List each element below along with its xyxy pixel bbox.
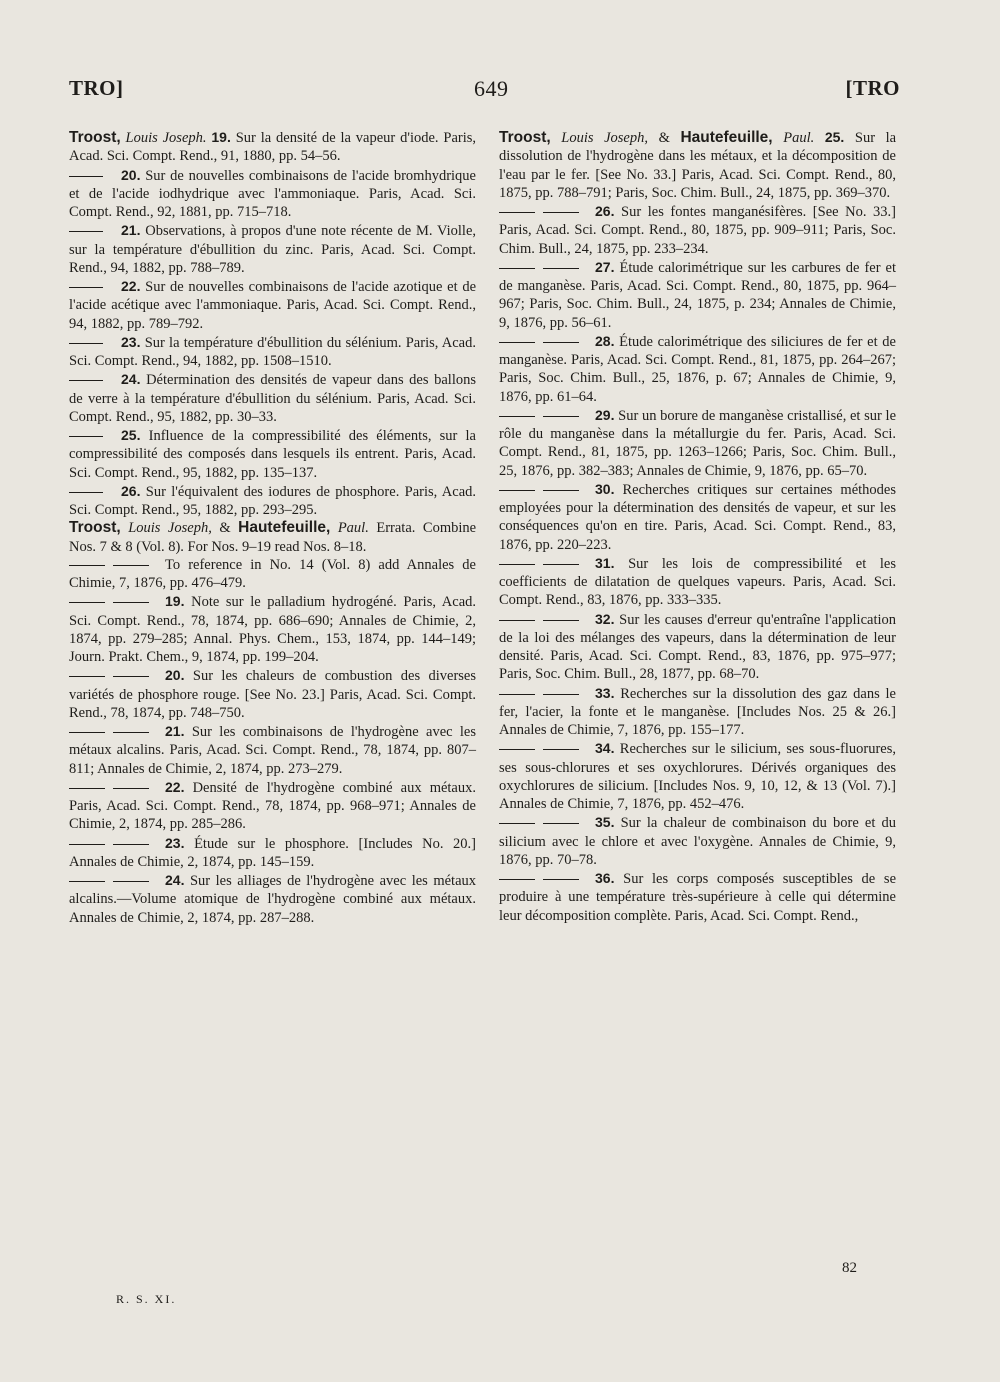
author-given-name: Louis Joseph. (125, 130, 207, 146)
coauthor-given-name: Paul. (783, 130, 815, 146)
running-head-left: TRO] (69, 76, 124, 100)
bibliography-entry (499, 554, 896, 610)
right-column (499, 128, 896, 925)
author-surname: Troost, (69, 129, 121, 146)
running-head-right: [TRO (845, 76, 900, 100)
ditto-rule-double (69, 676, 151, 677)
entry-number: 35. (595, 814, 615, 831)
entry-text: Sur les causes d'erreur qu'entraîne l'application de la loi des mélanges des vapeurs, dans la détermination de leur densité. Paris, Acad. Sci. Compt. Rend., 83, 1876, pp. 975–977; Paris, Soc. Chim. Bull., 28, 1877, pp. 68–70. (499, 611, 896, 683)
ditto-rule-double (69, 844, 151, 845)
bibliography-entry (499, 610, 896, 684)
bibliography-entry (69, 221, 476, 277)
ditto-rule-double (69, 881, 151, 882)
bibliography-entry (499, 128, 896, 202)
ditto-rule-double (499, 490, 581, 491)
bibliography-entry (499, 739, 896, 813)
entry-text: Recherches sur le silicium, ses sous-fluorures, ses sous-chlorures et ses oxychlorures. Dérivés organiques des oxychlorures de silicium. [Includes Nos. 9, 10, 12, & 13 (Vol. 7).] Annales de Chimie, 7, 1876, pp. 452–476. (499, 741, 896, 812)
entry-number: 22. (165, 778, 185, 795)
entry-number: 28. (595, 332, 615, 349)
entry-number: 33. (595, 684, 615, 701)
entry-text: Étude calorimétrique sur les carbures de fer et de manganèse. Paris, Acad. Sci. Compt. Rend., 80, 1875, pp. 964–967; Paris, Soc. Chim. Bull., 24, 1875, p. 234; Annales de Chimie, 9, 1876, pp. 56–61. (499, 259, 896, 331)
bibliography-entry (69, 778, 476, 834)
entry-number: 21. (165, 723, 185, 739)
entry-text: Sur la température d'ébullition du sélénium. Paris, Acad. Sci. Compt. Rend., 94, 1882, pp. 1508–1510. (69, 334, 476, 369)
ditto-rule (69, 380, 103, 381)
ditto-rule-double (499, 879, 581, 880)
author-given-name: Louis Joseph, (128, 520, 212, 537)
entry-text: Sur la dissolution de l'hydrogène dans les métaux, et la décomposition de l'eau par le fer. [See No. 33.] Paris, Acad. Sci. Compt. Rend., 80, 1875, pp. 788–791; Paris, Soc. Chim. Bull., 24, 1875, pp. 369–370. (499, 130, 897, 201)
ditto-rule-double (499, 620, 581, 621)
ditto-rule-double (499, 268, 581, 269)
entry-text: Sur les chaleurs de combustion des diverses variétés de phosphore rouge. [See No. 23.] Paris, Acad. Sci. Compt. Rend., 78, 1874, pp. 748–750. (69, 668, 476, 721)
entry-number: 23. (165, 834, 185, 851)
ditto-rule-double (499, 416, 581, 417)
ampersand: & (658, 130, 670, 146)
bibliography-entry (69, 722, 476, 778)
entry-text: Sur la densité de la vapeur d'iode. Paris, Acad. Sci. Compt. Rend., 91, 1880, pp. 54–56. (69, 130, 477, 165)
bibliography-entry (499, 332, 896, 406)
entry-number: 27. (595, 258, 615, 275)
entry-number: 19. (211, 129, 231, 145)
bibliography-entry (69, 277, 476, 333)
ampersand: & (219, 520, 231, 537)
entry-number: 29. (595, 406, 615, 423)
bibliography-entry (499, 813, 896, 869)
ditto-rule (69, 287, 103, 288)
entry-number: 22. (121, 278, 141, 294)
entry-text: Sur de nouvelles combinaisons de l'acide azotique et de l'acide acétique avec l'ammoniaque. Paris, Acad. Sci. Compt. Rend., 94, 1882, pp. 789–792. (69, 279, 477, 332)
ditto-rule (69, 231, 103, 232)
ditto-rule-double (499, 564, 581, 565)
coauthor-surname: Hautefeuille, (238, 519, 331, 537)
ditto-rule (69, 492, 103, 493)
ditto-rule-double (69, 565, 151, 566)
author-surname: Troost, (499, 129, 551, 146)
entry-text: Sur les fontes manganésifères. [See No. 33.] Paris, Acad. Sci. Compt. Rend., 80, 1875, pp. 909–911; Paris, Soc. Chim. Bull., 24, 1875, pp. 233–234. (499, 204, 897, 257)
entry-text: Étude calorimétrique des siliciures de fer et de manganèse. Paris, Acad. Sci. Compt. Rend., 81, 1875, pp. 264–267; Paris, Soc. Chim. Bull., 25, 1876, p. 67; Annales de Chimie, 9, 1876, pp. 61–64. (499, 333, 896, 405)
entry-number: 26. (121, 482, 141, 499)
entry-number: 26. (595, 203, 615, 219)
coauthor-given-name: Paul. (337, 520, 369, 537)
entry-number: 32. (595, 610, 615, 627)
entry-text: Observations, à propos d'une note récente de M. Violle, sur la température d'ébullition du zinc. Paris, Acad. Sci. Compt. Rend., 94, 1882, pp. 788–789. (69, 223, 477, 276)
bibliography-entry (69, 519, 476, 556)
bibliography-entry (69, 482, 476, 520)
bibliography-entry (499, 202, 896, 258)
ditto-rule (69, 436, 103, 437)
ditto-rule-double (499, 823, 581, 824)
coauthor-surname: Hautefeuille, (680, 129, 773, 146)
ditto-rule (69, 176, 103, 177)
bibliography-entry (499, 869, 896, 925)
entry-text: To reference in No. 14 (Vol. 8) add Annales de Chimie, 7, 1876, pp. 476–479. (69, 556, 476, 591)
bibliography-entry (499, 258, 896, 332)
bibliography-entry (69, 333, 476, 371)
entry-number: 24. (121, 371, 141, 388)
ditto-rule-double (499, 212, 581, 213)
entry-text: Recherches critiques sur certaines méthodes employées pour la détermination des densités de vapeur, et sur les conséquences qu'on en tire. Paris, Acad. Sci. Compt. Rend., 83, 1876, pp. 220–223. (499, 481, 896, 553)
entry-text: Note sur le palladium hydrogéné. Paris, Acad. Sci. Compt. Rend., 78, 1874, pp. 686–690; Annales de Chimie, 2, 1874, pp. 279–285; Annal. Phys. Chem., 153, 1874, pp. 144–149; Journ. Prakt. Chem., 9, 1874, pp. 199–204. (69, 594, 477, 665)
left-column (69, 128, 476, 927)
bibliography-entry (69, 426, 476, 482)
bibliography-entry (69, 592, 476, 666)
entry-number: 31. (595, 554, 615, 571)
bibliography-entry (69, 666, 476, 722)
entry-text: Sur les lois de compressibilité et les coefficients de dilatation de quelques vapeurs. Paris, Acad. Sci. Compt. Rend., 83, 1876, pp. 333–335. (499, 555, 896, 609)
entry-text: Sur de nouvelles combinaisons de l'acide bromhydrique et de l'acide iodhydrique avec l'ammoniaque. Paris, Acad. Sci. Compt. Rend., 92, 1881, pp. 715–718. (69, 167, 476, 220)
bibliography-entry (499, 480, 896, 554)
bibliography-entry (69, 128, 476, 166)
bibliography-entry (69, 556, 476, 593)
signature-mark: R. S. XI. (116, 1292, 177, 1306)
bibliography-entry (69, 871, 476, 927)
signature-number: 82 (842, 1260, 857, 1276)
author-given-name: Louis Joseph, (561, 130, 648, 146)
entry-text: Sur un borure de manganèse cristallisé, et sur le rôle du manganèse dans la métallurgie du fer. Paris, Acad. Sci. Compt. Rend., 81, 1875, pp. 1263–1266; Paris, Soc. Chim. Bull., 25, 1876, pp. 382–383; Annales de Chimie, 9, 1876, pp. 65–70. (499, 407, 896, 479)
entry-number: 21. (121, 222, 141, 239)
page-number: 649 (474, 76, 509, 101)
entry-text: Sur l'équivalent des iodures de phosphore. Paris, Acad. Sci. Compt. Rend., 95, 1882, pp. 293–295. (69, 483, 477, 518)
entry-number: 25. (121, 427, 141, 443)
entry-text: Détermination des densités de vapeur dans des ballons de verre à la température d'ébullition du sélénium. Paris, Acad. Sci. Compt. Rend., 95, 1882, pp. 30–33. (69, 372, 476, 425)
entry-number: 20. (121, 166, 141, 183)
entry-text: Recherches sur la dissolution des gaz dans le fer, l'acier, la fonte et le manganèse. [Includes Nos. 25 & 26.] Annales de Chimie, 7, 1876, pp. 155–177. (499, 685, 896, 738)
ditto-rule-double (499, 749, 581, 750)
entry-text: Sur les alliages de l'hydrogène avec les métaux alcalins.—Volume atomique de l'hydrogène combiné aux métaux. Annales de Chimie, 2, 1874, pp. 287–288. (69, 873, 476, 926)
bibliography-entry (499, 406, 896, 480)
entry-text: Étude sur le phosphore. [Includes No. 20.] Annales de Chimie, 2, 1874, pp. 145–159. (69, 835, 476, 870)
entry-number: 36. (595, 870, 615, 886)
ditto-rule-double (499, 342, 581, 343)
entry-number: 25. (824, 129, 845, 145)
ditto-rule (69, 343, 103, 344)
entry-number: 19. (165, 593, 185, 610)
ditto-rule-double (69, 602, 151, 603)
entry-number: 20. (165, 667, 185, 684)
entry-text: Densité de l'hydrogène combiné aux métaux. Paris, Acad. Sci. Compt. Rend., 78, 1874, pp. 968–971; Annales de Chimie, 2, 1874, pp. 285–286. (69, 779, 476, 833)
bibliography-entry (69, 166, 476, 222)
ditto-rule-double (499, 694, 581, 695)
entry-text: Sur les corps composés susceptibles de se produire à une température très-supérieure à celle qui détermine leur décomposition complète. Paris, Acad. Sci. Compt. Rend., (499, 871, 897, 924)
bibliography-entry (499, 684, 896, 740)
entry-number: 24. (165, 872, 185, 888)
entry-text: Errata. Combine Nos. 7 & 8 (Vol. 8). For Nos. 9–19 read Nos. 8–18. (69, 520, 477, 555)
ditto-rule-double (69, 788, 151, 789)
entry-number: 30. (595, 480, 615, 497)
entry-text: Sur les combinaisons de l'hydrogène avec les métaux alcalins. Paris, Acad. Sci. Compt. Rend., 78, 1874, pp. 807–811; Annales de Chimie, 2, 1874, pp. 273–279. (69, 724, 477, 777)
author-surname: Troost, (69, 519, 121, 537)
entry-number: 34. (595, 740, 615, 757)
entry-text: Sur la chaleur de combinaison du bore et du silicium avec le chlore et avec l'oxygène. Annales de Chimie, 9, 1876, pp. 70–78. (499, 815, 896, 868)
bibliography-entry (69, 370, 476, 426)
ditto-rule-double (69, 732, 151, 733)
entry-number: 23. (121, 333, 141, 350)
entry-text: Influence de la compressibilité des éléments, sur la compressibilité des composés dans lesquels ils entrent. Paris, Acad. Sci. Compt. Rend., 95, 1882, pp. 135–137. (69, 428, 476, 481)
bibliography-entry (69, 834, 476, 872)
